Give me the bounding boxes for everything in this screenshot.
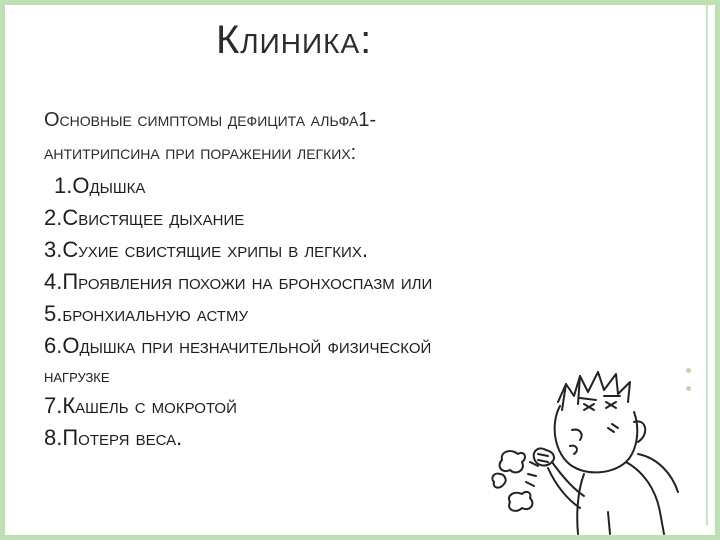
symptom-item: 6.Одышка при незначительной физической bbox=[44, 333, 432, 358]
frame-accent-line bbox=[706, 5, 708, 525]
slide-title: Клиника: bbox=[216, 18, 373, 62]
intro-text bbox=[44, 104, 604, 170]
intro-line-2: антитрипсина при поражении легких: bbox=[44, 142, 357, 164]
symptom-item-continuation: нагрузке bbox=[44, 366, 110, 386]
symptom-item: 2.Свистящее дыхание bbox=[44, 205, 245, 230]
symptom-item: 4.Проявления похожи на бронхоспазм или bbox=[44, 269, 433, 294]
symptom-item: 8.Потеря веса. bbox=[44, 425, 183, 450]
symptom-item: 7.Кашель с мокротой bbox=[44, 393, 237, 418]
symptom-item: 5.бронхиальную астму bbox=[44, 301, 248, 326]
symptom-item: 3.Сухие свистящие хрипы в легких. bbox=[44, 237, 368, 262]
intro-line-1: Основные симптомы дефицита альфа1- bbox=[44, 109, 377, 131]
symptom-item: 1.Одышка bbox=[54, 173, 146, 198]
coughing-child-illustration bbox=[488, 362, 698, 537]
